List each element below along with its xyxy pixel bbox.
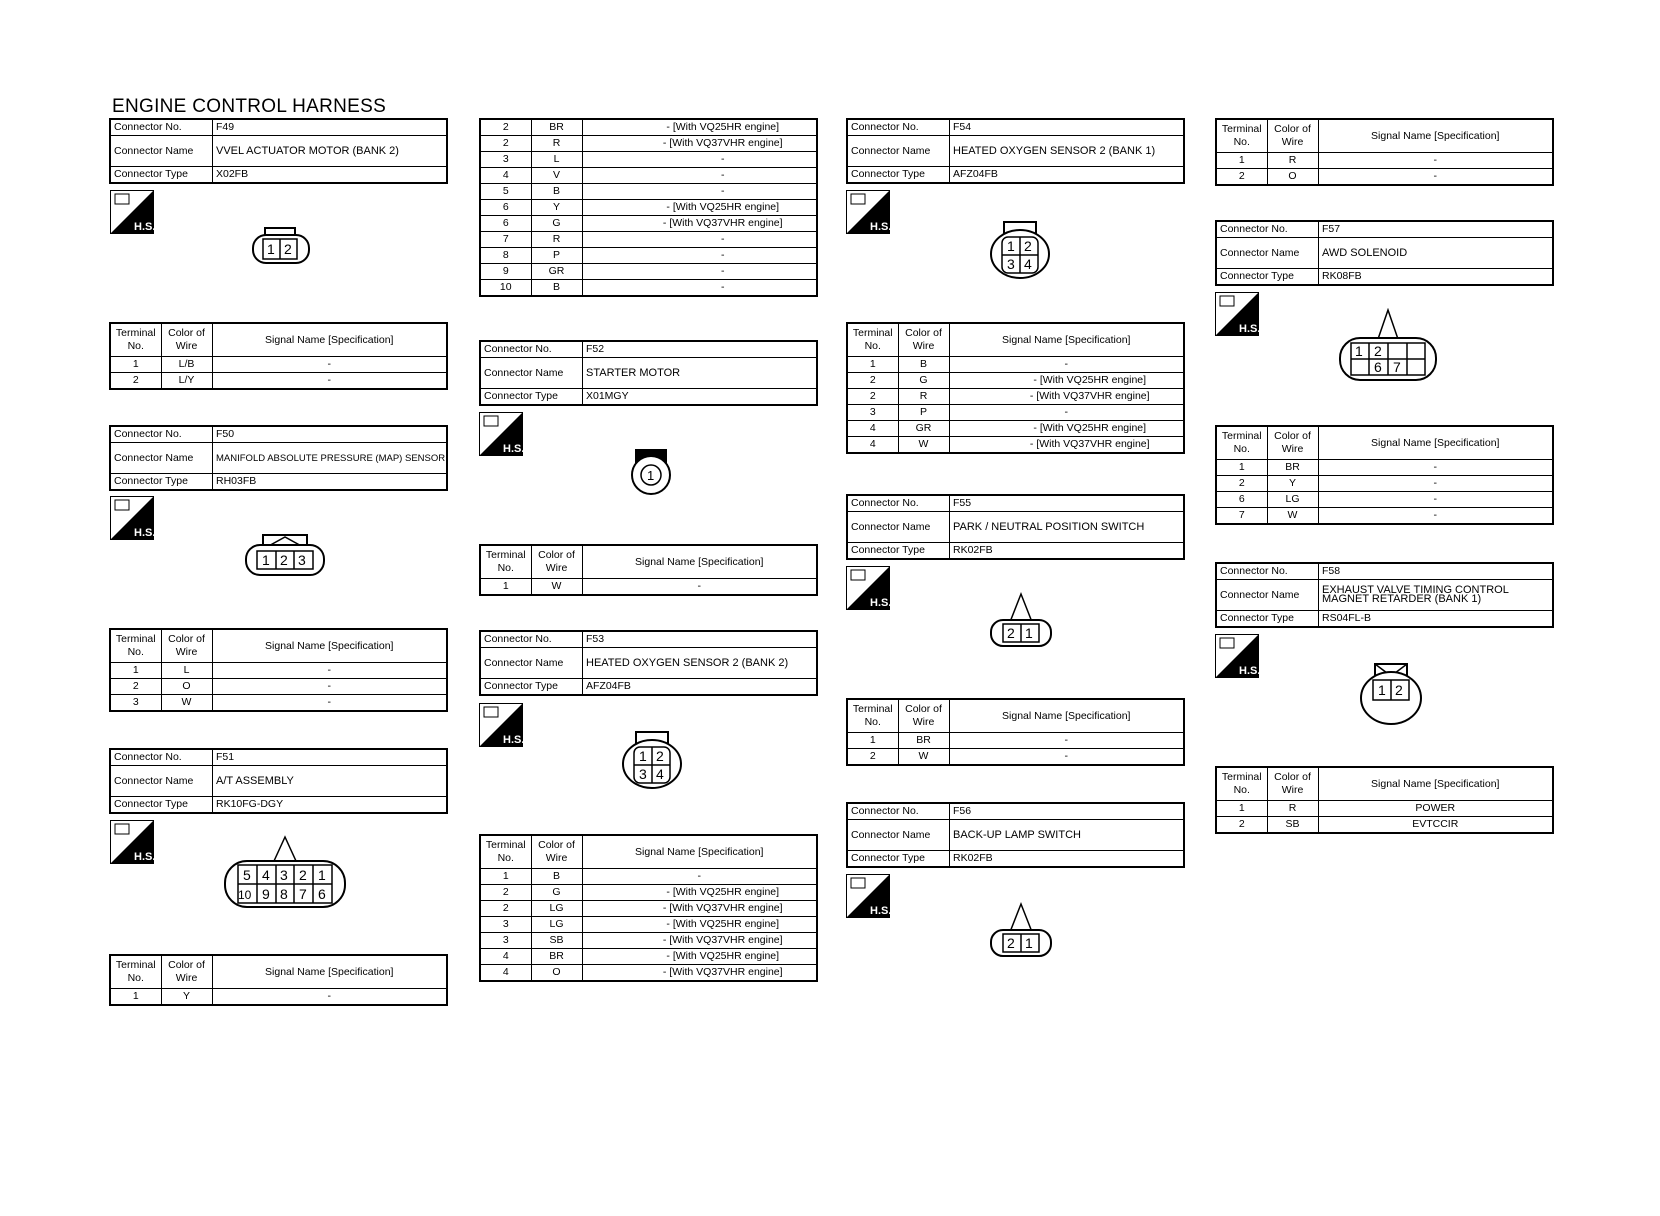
connector-f57-section (1215, 220, 1554, 286)
label-connector-type: Connector Type (110, 167, 213, 184)
svg-text:H.S.: H.S. (870, 597, 890, 609)
svg-text:6: 6 (318, 886, 326, 902)
connector-type-value: AFZ04FB (583, 679, 818, 696)
label-connector-name: Connector Name (110, 136, 213, 167)
svg-text:H.S.: H.S. (503, 734, 523, 746)
hs-icon (1215, 634, 1259, 678)
terminal-f55-table: Terminal No. Color of Wire Signal Name [Specification] 1 BR - 2 W - (846, 698, 1185, 766)
label-connector-no: Connector No. (110, 119, 213, 136)
table-row: 1 BR - (1216, 460, 1553, 476)
svg-text:2: 2 (1007, 935, 1015, 951)
terminal-f53-table: Terminal No. Color of Wire Signal Name [Specification] 1 B - 2 G - [With VQ25HR engine] 2 LG - [With VQ37VHR engine] 3 LG - [With VQ25HR engine] 3 SB - [With VQ37VHR engine] 4 BR - [With VQ25HR engine] 4 O - [With VQ37VHR engine] (479, 834, 818, 982)
terminal-f57-section (1215, 425, 1554, 525)
terminal-f54-table: Terminal No. Color of Wire Signal Name [Specification] 1 B - 2 G - [With VQ25HR engine] 2 R - [With VQ37VHR engine] 3 P - 4 GR - [With VQ25HR engine] 4 W - [With VQ37VHR engine] (846, 322, 1185, 454)
table-row: 7 R - (480, 232, 817, 248)
connector-name-value: STARTER MOTOR (583, 358, 818, 389)
terminal-f52-table: Terminal No. Color of Wire Signal Name [Specification] 1 W - (479, 544, 818, 596)
hs-icon (846, 874, 890, 918)
connector-f51-face-icon (222, 835, 348, 916)
hs-icon (846, 190, 890, 234)
connector-type-value: RK02FB (950, 543, 1185, 560)
table-row: 2 BR - [With VQ25HR engine] (480, 119, 817, 136)
terminal-f51-section (109, 954, 448, 1006)
table-row: 2 O - (110, 679, 447, 695)
terminal-f51-continued-section (479, 118, 818, 297)
header-color-of-wire: Color of Wire (161, 323, 212, 357)
table-row: 4 BR - [With VQ25HR engine] (480, 949, 817, 965)
connector-type-value: RS04FL-B (1319, 611, 1554, 628)
svg-text:2: 2 (1395, 682, 1403, 698)
connector-f56-section (846, 802, 1185, 868)
terminal-f52-section (479, 544, 818, 596)
connector-f50-section (109, 425, 448, 491)
svg-text:H.S.: H.S. (870, 221, 890, 233)
connector-f55-face-icon (988, 590, 1054, 655)
table-row: 3 LG - [With VQ25HR engine] (480, 917, 817, 933)
table-row: 1 L - (110, 663, 447, 679)
svg-text:1: 1 (639, 748, 647, 764)
connector-f54-section (846, 118, 1185, 184)
connector-no-value: F56 (950, 803, 1185, 820)
table-row: 2 LG - [With VQ37VHR engine] (480, 901, 817, 917)
terminal-f49-table (109, 322, 448, 390)
connector-no-value: F54 (950, 119, 1185, 136)
connector-type-value: X01MGY (583, 389, 818, 406)
svg-text:1: 1 (262, 552, 270, 568)
connector-no-value: F55 (950, 495, 1185, 512)
table-row: 1 R - (1216, 153, 1553, 169)
table-row: 6 LG - (1216, 492, 1553, 508)
connector-no-value: F51 (213, 749, 448, 766)
terminal-f56-section (1215, 118, 1554, 186)
svg-text:2: 2 (280, 552, 288, 568)
connector-type-value: RH03FB (213, 474, 448, 491)
hs-icon (846, 566, 890, 610)
connector-f52-face-icon (629, 447, 673, 502)
connector-f51-section (109, 748, 448, 814)
connector-no-value: F50 (213, 426, 448, 443)
svg-text:2: 2 (1024, 238, 1032, 254)
table-row: 4 W - [With VQ37VHR engine] (847, 437, 1184, 454)
terminal-f54-section (846, 322, 1185, 454)
svg-text:2: 2 (1374, 343, 1382, 359)
svg-text:2: 2 (1007, 625, 1015, 641)
hs-icon (110, 190, 154, 234)
table-row: 6 G - [With VQ37VHR engine] (480, 216, 817, 232)
table-row: 6 Y - [With VQ25HR engine] (480, 200, 817, 216)
svg-text:2: 2 (299, 867, 307, 883)
svg-text:H.S.: H.S. (134, 527, 154, 539)
table-row: 1 B - (480, 869, 817, 885)
connector-f49-face-icon (250, 225, 316, 272)
svg-text:4: 4 (656, 766, 664, 782)
table-row: 10 B - (480, 280, 817, 297)
table-row: 3 L - (480, 152, 817, 168)
table-row: 2 R - [With VQ37VHR engine] (847, 389, 1184, 405)
connector-f57-table: Connector No. F57 Connector Name AWD SOLENOID Connector Type RK08FB (1215, 220, 1554, 286)
connector-name-value: MANIFOLD ABSOLUTE PRESSURE (MAP) SENSOR (213, 443, 448, 474)
connector-f50-table: Connector No. F50 Connector Name MANIFOLD ABSOLUTE PRESSURE (MAP) SENSOR Connector Type RH03FB (109, 425, 448, 491)
connector-f57-face-icon (1337, 308, 1439, 389)
svg-text:1: 1 (1007, 238, 1015, 254)
svg-text:9: 9 (262, 886, 270, 902)
table-row: 2 O - (1216, 169, 1553, 186)
hs-icon (479, 412, 523, 456)
table-row: 2 R - [With VQ37VHR engine] (480, 136, 817, 152)
connector-type-value: X02FB (213, 167, 448, 184)
svg-text:H.S.: H.S. (503, 443, 523, 455)
table-row: 1 R POWER (1216, 801, 1553, 817)
svg-text:1: 1 (1378, 682, 1386, 698)
connector-no-value: F49 (213, 119, 448, 136)
svg-text:1: 1 (1025, 935, 1033, 951)
table-row: 1 L/B - (110, 357, 447, 373)
svg-text:4: 4 (262, 867, 270, 883)
table-row: 3 W - (110, 695, 447, 712)
svg-text:H.S.: H.S. (1239, 665, 1259, 677)
svg-text:7: 7 (1393, 359, 1401, 375)
table-row: 4 V - (480, 168, 817, 184)
table-row: 2 W - (847, 749, 1184, 766)
connector-f53-section (479, 630, 818, 696)
connector-f51-table: Connector No. F51 Connector Name A/T ASSEMBLY Connector Type RK10FG-DGY (109, 748, 448, 814)
connector-f56-face-icon (988, 900, 1054, 965)
svg-text:2: 2 (284, 241, 292, 257)
table-row: 4 GR - [With VQ25HR engine] (847, 421, 1184, 437)
svg-text:4: 4 (1024, 256, 1032, 272)
connector-f54-table: Connector No. F54 Connector Name HEATED OXYGEN SENSOR 2 (BANK 1) Connector Type AFZ04FB (846, 118, 1185, 184)
connector-name-value: HEATED OXYGEN SENSOR 2 (BANK 1) (950, 136, 1185, 167)
svg-text:1: 1 (1355, 343, 1363, 359)
terminal-f51-continued-table (479, 118, 818, 297)
connector-no-value: F58 (1319, 563, 1554, 580)
svg-text:3: 3 (639, 766, 647, 782)
table-row: 5 B - (480, 184, 817, 200)
svg-text:7: 7 (299, 886, 307, 902)
table-row: 2 G - [With VQ25HR engine] (480, 885, 817, 901)
connector-name-value: HEATED OXYGEN SENSOR 2 (BANK 2) (583, 648, 818, 679)
terminal-f51-table: Terminal No. Color of Wire Signal Name [Specification] 1 Y - (109, 954, 448, 1006)
svg-text:6: 6 (1374, 359, 1382, 375)
connector-name-value: VVEL ACTUATOR MOTOR (BANK 2) (213, 136, 448, 167)
table-row: 9 GR - (480, 264, 817, 280)
table-row: 7 W - (1216, 508, 1553, 525)
svg-text:1: 1 (1025, 625, 1033, 641)
svg-text:5: 5 (243, 867, 251, 883)
connector-name-value: PARK / NEUTRAL POSITION SWITCH (950, 512, 1185, 543)
connector-f53-face-icon (620, 730, 684, 795)
connector-f53-table: Connector No. F53 Connector Name HEATED OXYGEN SENSOR 2 (BANK 2) Connector Type AFZ04FB (479, 630, 818, 696)
connector-type-value: RK10FG-DGY (213, 797, 448, 814)
svg-text:10: 10 (238, 888, 252, 902)
connector-f55-section (846, 494, 1185, 560)
connector-f49-table (109, 118, 448, 184)
svg-text:1: 1 (318, 867, 326, 883)
header-terminal-no: Terminal No. (110, 323, 161, 357)
terminal-f53-section (479, 834, 818, 982)
connector-name-value: EXHAUST VALVE TIMING CONTROL MAGNET RETARDER (BANK 1) (1319, 580, 1554, 611)
table-row: 2 L/Y - (110, 373, 447, 390)
connector-type-value: AFZ04FB (950, 167, 1185, 184)
terminal-f50-table: Terminal No. Color of Wire Signal Name [Specification] 1 L - 2 O - 3 W - (109, 628, 448, 712)
table-row: 2 SB EVTCCIR (1216, 817, 1553, 834)
connector-f56-table: Connector No. F56 Connector Name BACK-UP LAMP SWITCH Connector Type RK02FB (846, 802, 1185, 868)
terminal-f55-section (846, 698, 1185, 766)
connector-type-value: RK02FB (950, 851, 1185, 868)
connector-f50-face-icon (243, 530, 327, 585)
terminal-f58-table: Terminal No. Color of Wire Signal Name [Specification] 1 R POWER 2 SB EVTCCIR (1215, 766, 1554, 834)
table-row: 4 O - [With VQ37VHR engine] (480, 965, 817, 982)
table-row: 3 SB - [With VQ37VHR engine] (480, 933, 817, 949)
svg-text:H.S.: H.S. (134, 221, 154, 233)
connector-no-value: F57 (1319, 221, 1554, 238)
connector-f55-table: Connector No. F55 Connector Name PARK / NEUTRAL POSITION SWITCH Connector Type RK02FB (846, 494, 1185, 560)
table-row: 2 Y - (1216, 476, 1553, 492)
terminal-f56-table: Terminal No. Color of Wire Signal Name [Specification] 1 R - 2 O - (1215, 118, 1554, 186)
svg-text:3: 3 (298, 552, 306, 568)
terminal-f50-section (109, 628, 448, 712)
connector-name-value: A/T ASSEMBLY (213, 766, 448, 797)
table-row: 1 W - (480, 579, 817, 596)
hs-icon (479, 703, 523, 747)
svg-text:3: 3 (280, 867, 288, 883)
hs-icon (110, 820, 154, 864)
hs-icon (110, 496, 154, 540)
connector-no-value: F52 (583, 341, 818, 358)
table-row: 1 Y - (110, 989, 447, 1006)
connector-f58-face-icon (1358, 662, 1424, 731)
connector-f49-section (109, 118, 448, 184)
table-row: 8 P - (480, 248, 817, 264)
svg-text:H.S.: H.S. (1239, 323, 1259, 335)
svg-text:1: 1 (647, 468, 655, 483)
connector-no-value: F53 (583, 631, 818, 648)
connector-f58-section (1215, 562, 1554, 628)
svg-text:H.S.: H.S. (870, 905, 890, 917)
terminal-f58-section (1215, 766, 1554, 834)
connector-f54-face-icon (988, 220, 1052, 285)
svg-text:2: 2 (656, 748, 664, 764)
terminal-f57-table: Terminal No. Color of Wire Signal Name [Specification] 1 BR - 2 Y - 6 LG - 7 W - (1215, 425, 1554, 525)
terminal-f49-section (109, 322, 448, 390)
connector-f52-section (479, 340, 818, 406)
connector-name-value: BACK-UP LAMP SWITCH (950, 820, 1185, 851)
svg-text:H.S.: H.S. (134, 851, 154, 863)
table-row: 2 G - [With VQ25HR engine] (847, 373, 1184, 389)
svg-text:8: 8 (280, 886, 288, 902)
header-signal-name: Signal Name [Specification] (212, 323, 447, 357)
connector-type-value: RK08FB (1319, 269, 1554, 286)
hs-icon (1215, 292, 1259, 336)
table-row: 3 P - (847, 405, 1184, 421)
svg-text:3: 3 (1007, 256, 1015, 272)
svg-text:1: 1 (267, 241, 275, 257)
connector-f52-table: Connector No. F52 Connector Name STARTER MOTOR Connector Type X01MGY (479, 340, 818, 406)
page-title: ENGINE CONTROL HARNESS (112, 96, 387, 117)
connector-f58-table: Connector No. F58 Connector Name EXHAUST VALVE TIMING CONTROL MAGNET RETARDER (BANK 1) Connector Type RS04FL-B (1215, 562, 1554, 628)
table-row: 1 BR - (847, 733, 1184, 749)
table-row: 1 B - (847, 357, 1184, 373)
connector-name-value: AWD SOLENOID (1319, 238, 1554, 269)
